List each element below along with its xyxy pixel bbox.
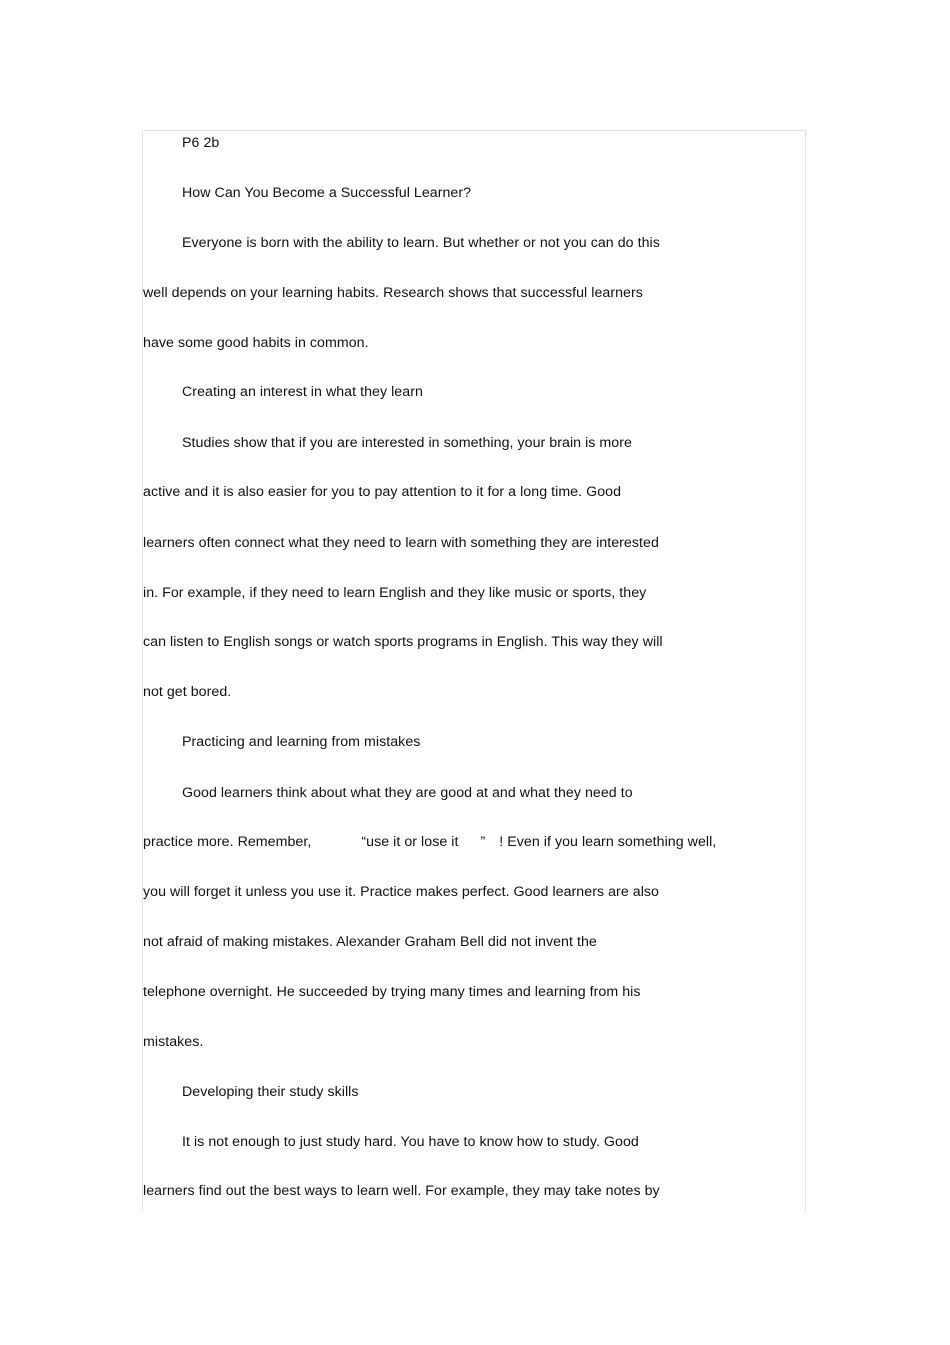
paragraph-line: in. For example, if they need to learn English and they like music or sports, they bbox=[143, 585, 647, 601]
article-title: How Can You Become a Successful Learner? bbox=[182, 185, 472, 201]
paragraph-line: active and it is also easier for you to pay attention to it for a long time. Good bbox=[143, 484, 622, 500]
paragraph-line: It is not enough to just study hard. You have to know how to study. Good bbox=[182, 1134, 639, 1150]
paragraph-line: mistakes. bbox=[143, 1034, 204, 1050]
quote-line-after: ! Even if you learn something well, bbox=[499, 834, 717, 850]
paragraph-line: have some good habits in common. bbox=[143, 335, 369, 351]
section-heading: Practicing and learning from mistakes bbox=[182, 734, 421, 750]
paragraph-line: learners find out the best ways to learn well. For example, they may take notes by bbox=[143, 1183, 660, 1199]
paragraph-line-with-quote bbox=[143, 833, 716, 851]
paragraph-line: not get bored. bbox=[143, 684, 232, 700]
quote-line-before: practice more. Remember, bbox=[143, 834, 312, 850]
paragraph-line: well depends on your learning habits. Research shows that successful learners bbox=[143, 285, 643, 301]
open-quote-mark: “ bbox=[361, 834, 367, 850]
quoted-phrase: use it or lose it bbox=[366, 834, 459, 850]
paragraph-line: can listen to English songs or watch sports programs in English. This way they will bbox=[143, 634, 663, 650]
paragraph-line: Everyone is born with the ability to learn. But whether or not you can do this bbox=[182, 235, 660, 251]
paragraph-line: not afraid of making mistakes. Alexander Graham Bell did not invent the bbox=[143, 934, 597, 950]
paragraph-line: Good learners think about what they are good at and what they need to bbox=[182, 785, 633, 801]
paragraph-line: telephone overnight. He succeeded by trying many times and learning from his bbox=[143, 984, 641, 1000]
section-heading: Developing their study skills bbox=[182, 1084, 359, 1100]
paragraph-line: learners often connect what they need to learn with something they are interested bbox=[143, 535, 659, 551]
close-quote-mark: ” bbox=[480, 834, 486, 850]
paragraph-line: you will forget it unless you use it. Practice makes perfect. Good learners are also bbox=[143, 884, 659, 900]
section-heading: Creating an interest in what they learn bbox=[182, 384, 423, 400]
paragraph-line: Studies show that if you are interested in something, your brain is more bbox=[182, 435, 632, 451]
section-label: P6 2b bbox=[182, 135, 220, 151]
